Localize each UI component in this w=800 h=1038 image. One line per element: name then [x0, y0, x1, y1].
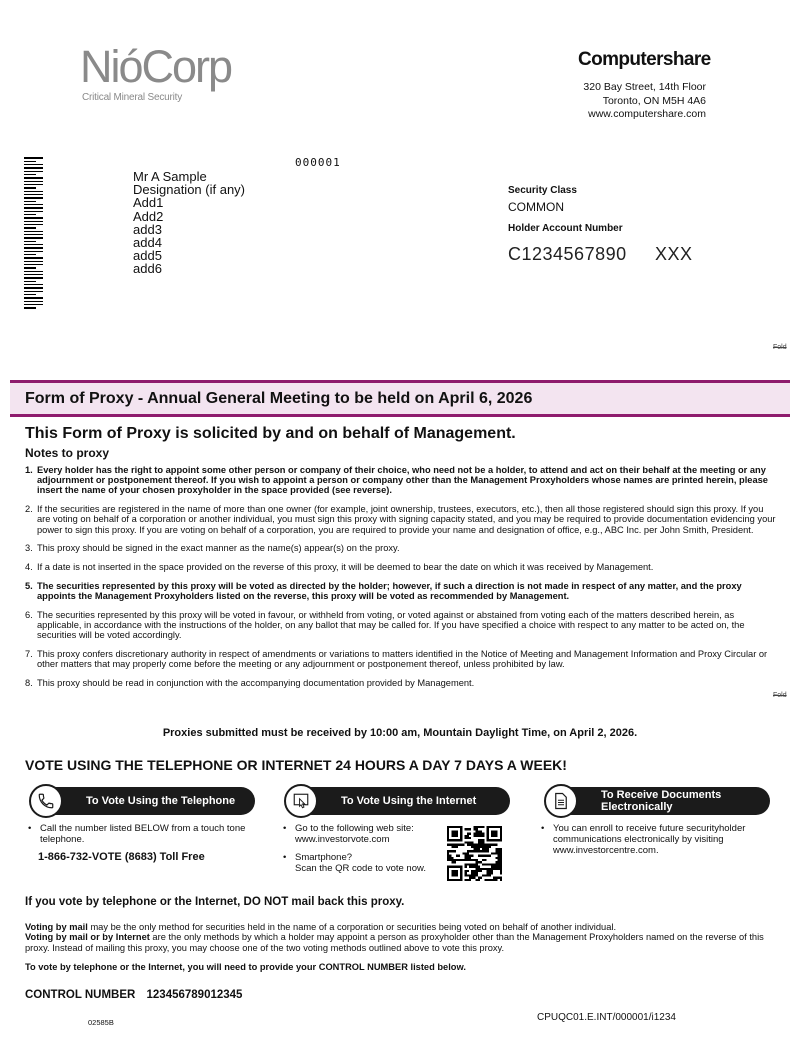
notes-list	[25, 465, 777, 697]
note-item	[25, 562, 777, 572]
smartphone-label: Smartphone?	[295, 852, 353, 863]
note-number: 3.	[25, 543, 33, 554]
solicitation-heading: This Form of Proxy is solicited by and on behalf of Management.	[25, 425, 516, 442]
note-number: 6.	[25, 610, 33, 620]
security-class-value: COMMON	[508, 200, 564, 214]
internet-title: To Vote Using the Internet	[341, 795, 477, 807]
note-item	[25, 610, 777, 641]
notes-heading: Notes to proxy	[25, 446, 110, 460]
address-line: Add1	[133, 195, 164, 211]
smartphone-text: Scan the QR code to vote now.	[295, 863, 426, 874]
fold-mark: Fold	[773, 692, 787, 699]
telephone-header	[42, 787, 255, 815]
mail-note-emphasis: Voting by mail	[25, 922, 88, 932]
form-title: Form of Proxy - Annual General Meeting to be held on April 6, 2026	[25, 390, 533, 407]
fold-mark: Fold	[773, 344, 787, 351]
address-line: add5	[133, 248, 162, 264]
bullet-dot: •	[283, 823, 287, 834]
account-suffix: XXX	[655, 244, 693, 264]
note-number: 7.	[25, 649, 33, 660]
mail-voting-notes	[25, 922, 777, 953]
telephone-instructions	[28, 823, 248, 845]
computershare-address	[583, 81, 706, 122]
vote-heading: VOTE USING THE TELEPHONE OR INTERNET 24 HOURS A DAY 7 DAYS A WEEK!	[25, 757, 567, 773]
mail-note-text: are the only methods by which a holder may appoint a person as proxyholder other than the Management Proxyholders named on the reverse of this proxy. Instead of mailing this proxy, you may choose one of the two voting methods outlined above to vote this proxy.	[25, 932, 764, 953]
telephone-title: To Vote Using the Telephone	[86, 795, 236, 807]
address-line: 320 Bay Street, 14th Floor	[583, 81, 706, 93]
note-number: 4.	[25, 562, 33, 573]
account-number-value: C1234567890	[508, 244, 627, 264]
internet-site: www.investorvote.com	[295, 834, 390, 845]
computershare-logo: Computershare	[578, 49, 711, 70]
address-line: Toronto, ON M5H 4A6	[602, 94, 706, 107]
address-line: Mr A Sample	[133, 169, 207, 184]
note-number: 1.	[25, 465, 33, 475]
note-number: 8.	[25, 678, 33, 689]
phone-icon	[29, 784, 63, 818]
bullet-dot: •	[28, 823, 32, 834]
telephone-instruction-text: Call the number listed BELOW from a touch tone telephone.	[40, 823, 246, 845]
postal-barcode	[24, 157, 43, 309]
note-item	[25, 678, 777, 688]
electronic-instruction-text: You can enroll to receive future securityholder communications electronically by visiting www.investorcentre.com.	[553, 823, 746, 856]
mail-note-emphasis: Voting by mail or by Internet	[25, 932, 150, 943]
note-number: 2.	[25, 504, 33, 515]
control-number-value: 123456789012345	[146, 989, 243, 1001]
internet-instruction-text: Go to the following web site:	[295, 823, 414, 834]
bullet-dot: •	[283, 852, 287, 863]
no-mail-notice: If you vote by telephone or the Internet, DO NOT mail back this proxy.	[25, 896, 405, 908]
note-item	[25, 581, 777, 601]
address-line: add6	[133, 261, 162, 277]
mailing-address	[133, 170, 245, 276]
internet-instructions	[283, 823, 433, 874]
note-text: This proxy confers discretionary authority in respect of amendments or variations to matters identified in the Notice of Meeting and Management Information and Proxy Circular or other matters that may properly come before the meeting or any adjournment or postponement thereof, unless prohibited by law.	[37, 649, 768, 670]
address-line: Add2	[133, 208, 164, 224]
note-text: If the securities are registered in the name of more than one owner (for example, joint ownership, trustees, executors, etc.), then all those registered should sign this proxy. If you are voting on behalf of a corporation or another individual, you must sign this proxy with signing capacity stated, and you may be required to provide documentation evidencing your power to sign this proxy. If you are voting on behalf of a corporation, you are required to provide your name and designation of office, e.g., ABC Inc. per John Smith, President.	[37, 504, 776, 535]
bullet-dot: •	[541, 823, 545, 834]
form-code: 02585B	[88, 1018, 114, 1027]
control-number-note: To vote by telephone or the Internet, you will need to provide your CONTROL NUMBER listed below.	[25, 962, 466, 972]
internet-header	[297, 787, 510, 815]
document-reference: CPUQC01.E.INT/000001/i1234	[537, 1012, 676, 1023]
note-number: 5.	[25, 581, 33, 591]
electronic-title: To Receive Documents Electronically	[601, 789, 722, 813]
address-line: add3	[133, 221, 162, 237]
electronic-instructions	[541, 823, 751, 856]
note-text: The securities represented by this proxy will be voted as directed by the holder; however, if such a direction is not made in respect of any matter, and the proxy appoints the Management Proxyholders listed on the reverse, this proxy will be voted as recommended by Management.	[37, 581, 742, 602]
note-text: If a date is not inserted in the space provided on the reverse of this proxy, it will be deemed to bear the date on which it was received by Management.	[37, 562, 654, 573]
note-text: This proxy should be read in conjunction with the accompanying documentation provided by Management.	[37, 678, 475, 689]
note-text: Every holder has the right to appoint some other person or company of their choice, who need not be a holder, to attend and act on their behalf at the meeting or any adjournment or postponement thereof. If you wish to appoint a person or company other than the Management Proxyholders whose names are printed herein, please insert the name of your chosen proxyholder in the space provided (see reverse).	[37, 465, 768, 496]
address-line: www.computershare.com	[588, 108, 706, 120]
note-item	[25, 465, 777, 496]
document-icon	[544, 784, 578, 818]
control-number-label: CONTROL NUMBER	[25, 989, 136, 1001]
control-number-row	[25, 989, 242, 1001]
note-item	[25, 649, 777, 669]
address-line: add4	[133, 235, 162, 251]
note-item	[25, 543, 777, 553]
note-text: The securities represented by this proxy will be voted in favour, or withheld from voting, or voted against or abstained from voting each of the matters described herein, as applicable, in accordance with the instructions of the holder, on any ballot that may be called for. If you have specified a choice with respect to any matter to be acted on, the securities will be voted accordingly.	[37, 610, 745, 641]
account-number-label: Holder Account Number	[508, 223, 623, 234]
security-class-label: Security Class	[508, 185, 577, 196]
sequence-number: 000001	[295, 156, 341, 169]
mail-note-text: may be the only method for securities held in the name of a corporation or securities being voted on behalf of another individual.	[87, 922, 617, 932]
niocorp-tagline: Critical Mineral Security	[82, 92, 183, 103]
telephone-number: 1-866-732-VOTE (8683) Toll Free	[38, 851, 205, 863]
address-line: Designation (if any)	[133, 182, 245, 198]
note-text: This proxy should be signed in the exact manner as the name(s) appear(s) on the proxy.	[37, 543, 400, 554]
niocorp-logo: NióCorp	[80, 41, 232, 92]
internet-click-icon	[284, 784, 318, 818]
electronic-header	[557, 787, 770, 815]
note-item	[25, 504, 777, 535]
qr-code	[447, 826, 502, 881]
submission-deadline: Proxies submitted must be received by 10:00 am, Mountain Daylight Time, on April 2, 2026.	[162, 727, 638, 739]
